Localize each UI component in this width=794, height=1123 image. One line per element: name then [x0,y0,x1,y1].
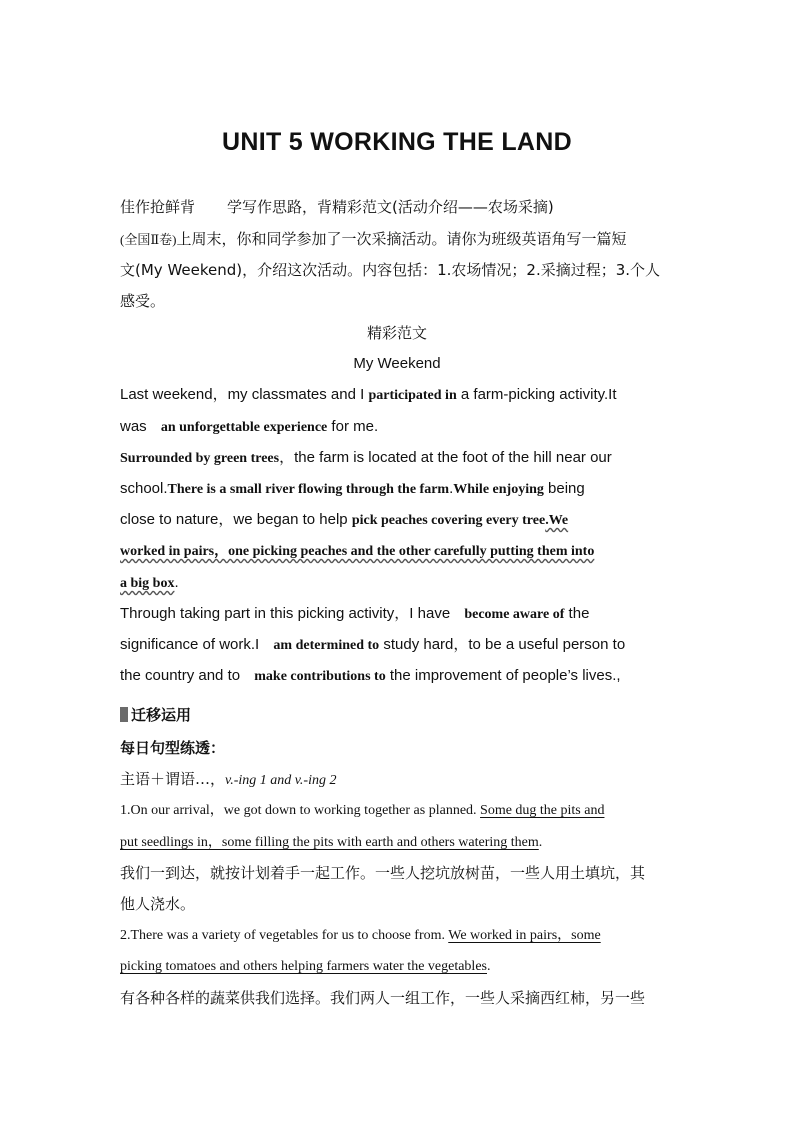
example-1-line-1: 1.On our arrival，we got down to working together as planned. Some dug the pits and [120,803,605,818]
transfer-heading: 迁移运用 [120,704,675,726]
answer-text: picking tomatoes and others helping farmers water the vegetables [120,959,487,974]
answer-text: put seedlings in，some filling the pits with earth and others watering them [120,835,539,850]
prompt-line-2: 文(My Weekend)，介绍这次活动。内容包括：1.农场情况；2.采摘过程；3.个人 [120,261,661,279]
key-phrase: am determined to [273,638,380,653]
key-phrase: While enjoying [453,482,544,497]
answer-text: We worked in pairs，some [448,928,601,943]
page-title: UNIT 5 WORKING THE LAND [222,128,572,156]
key-sentence: .We [545,513,569,528]
essay-line: close to nature，we began to help pick peaches covering every tree.We [120,511,569,528]
essay-line: Last weekend，my classmates and I participated in a farm-picking activity.It [120,386,617,403]
essay-line: school.There is a small river flowing through the farm.While enjoying being [120,480,585,497]
key-sentence: worked in pairs，one picking peaches and the other carefully putting them into [120,544,595,559]
essay-line: was an unforgettable experience for me. [120,418,379,435]
answer-text: Some dug the pits and [480,803,605,818]
key-phrase: participated in [368,388,457,403]
key-sentence: a big box [120,576,175,591]
sentence-pattern: 主语＋谓语…，v.-ing 1 and v.-ing 2 [120,770,337,788]
prompt-line-1: (全国Ⅱ卷)上周末，你和同学参加了一次采摘活动。请你为班级英语角写一篇短 [120,230,627,248]
section-tag: 佳作抢鲜背 [120,198,196,216]
example-2-line-1: 2.There was a variety of vegetables for us to choose from. We worked in pairs，some [120,928,601,943]
key-phrase: become aware of [464,607,565,622]
sample-label: 精彩范文 [366,324,427,342]
essay-line: significance of work.I am determined to study hard，to be a useful person to [120,636,626,653]
essay-line: Surrounded by green trees，the farm is located at the foot of the hill near our [120,449,612,466]
example-2-translation-1: 有各种各样的蔬菜供我们选择。我们两人一组工作，一些人采摘西红柿，另一些 [120,989,646,1007]
example-1-translation-2: 他人浇水。 [120,895,196,913]
section-marker-icon [120,707,128,722]
essay-line: the country and to make contributions to the improvement of people’s lives., [120,667,621,684]
example-1-translation-1: 我们一到达，就按计划着手一起工作。一些人挖坑放树苗，一些人用土填坑，其 [120,864,646,882]
key-phrase: make contributions to [254,669,386,684]
essay-line: a big box. [120,574,179,591]
key-phrase: an unforgettable experience [160,420,328,435]
example-1-line-2: put seedlings in，some filling the pits with earth and others watering them. [120,835,543,850]
essay-line: Through taking part in this picking activity，I have become aware of the [120,605,590,622]
section-subtitle: 学写作思路，背精彩范文(活动介绍——农场采摘) [227,198,554,216]
daily-pattern-label: 每日句型练透： [120,739,226,757]
key-phrase: Surrounded by green trees [120,451,280,466]
essay-title: My Weekend [353,355,441,372]
section-header [120,196,675,218]
prompt-source: (全国Ⅱ卷) [120,232,177,247]
key-phrase: There is a small river flowing through the farm [167,482,450,497]
example-2-line-2: picking tomatoes and others helping farmers water the vegetables. [120,959,491,974]
key-phrase: pick peaches covering every tree [351,513,546,528]
prompt-line-3: 感受。 [120,292,166,310]
